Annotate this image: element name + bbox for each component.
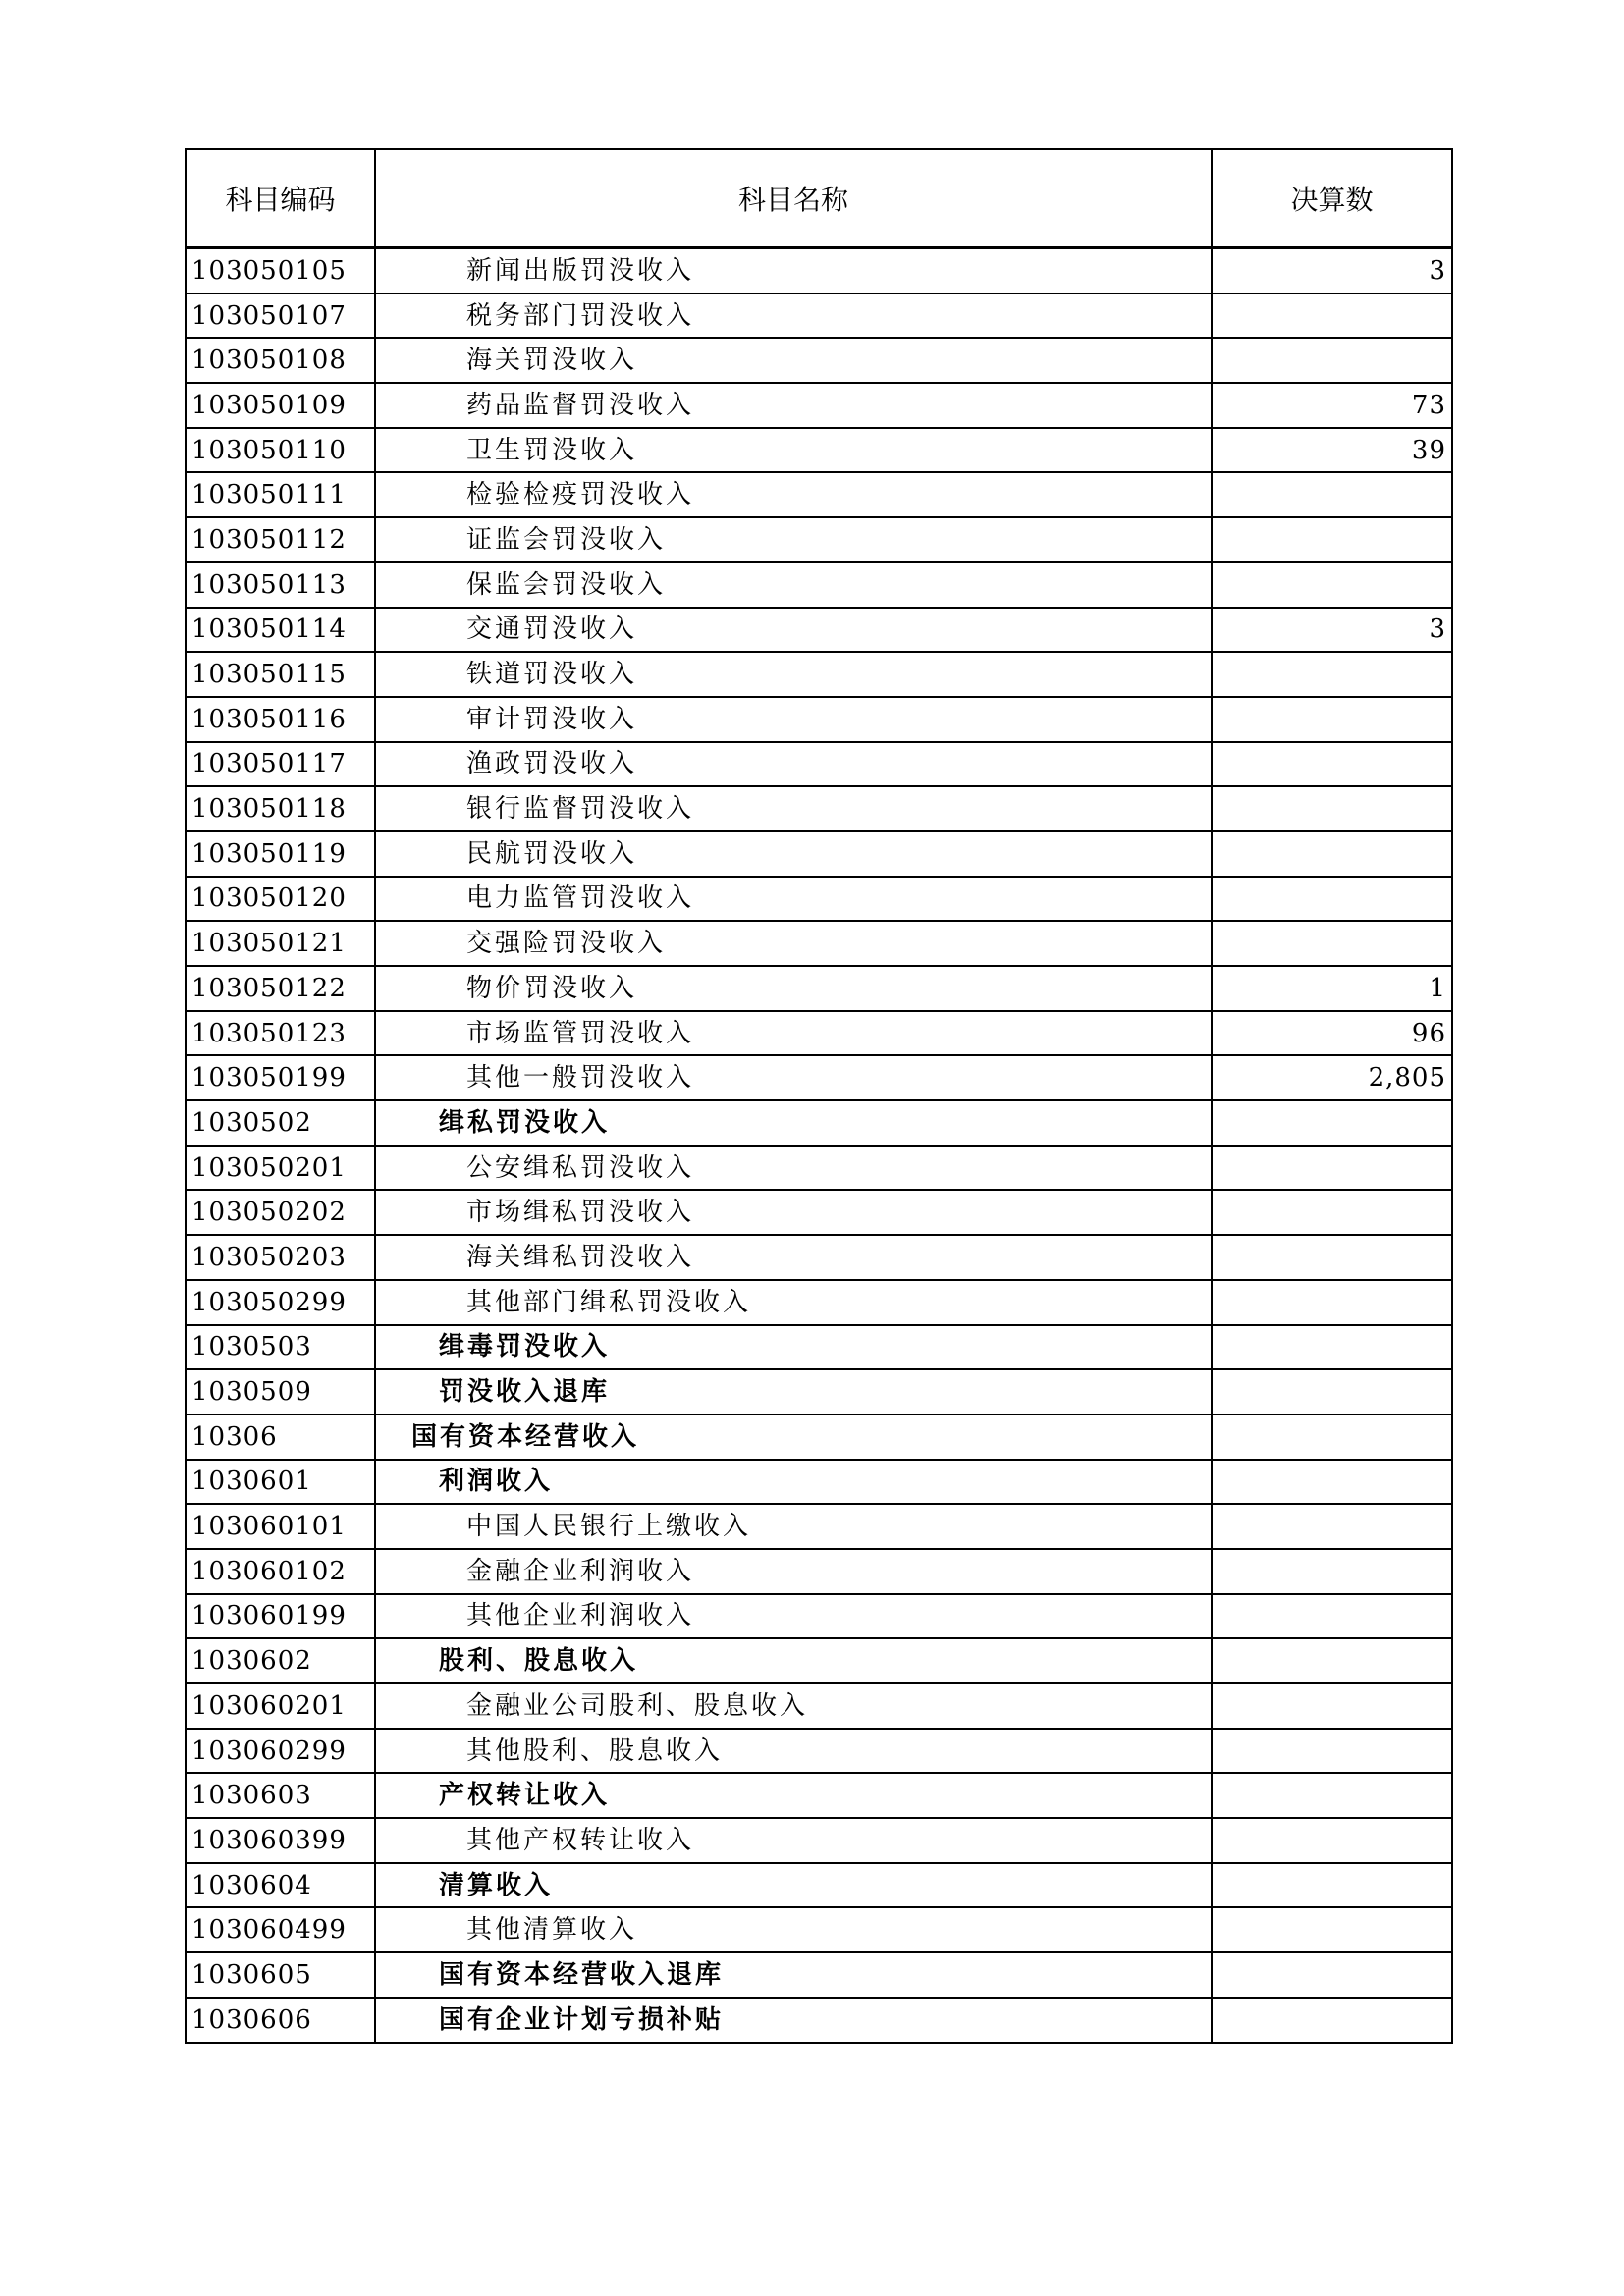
table-row (186, 248, 1452, 294)
row-name: 中国人民银行上缴收入 (375, 1504, 1212, 1549)
row-amount: 39 (1212, 428, 1452, 473)
row-name: 海关缉私罚没收入 (375, 1235, 1212, 1280)
row-amount (1212, 1280, 1452, 1325)
row-amount (1212, 1907, 1452, 1952)
row-amount (1212, 1415, 1452, 1460)
table-row (186, 742, 1452, 787)
header-row (186, 149, 1452, 248)
table-row (186, 1280, 1452, 1325)
header-name: 科目名称 (375, 149, 1212, 248)
row-name: 其他企业利润收入 (375, 1594, 1212, 1639)
row-code: 103050115 (186, 652, 375, 697)
table-row (186, 1594, 1452, 1639)
row-code: 1030503 (186, 1325, 375, 1370)
row-name: 药品监督罚没收入 (375, 383, 1212, 428)
row-name: 物价罚没收入 (375, 966, 1212, 1011)
table-row (186, 1863, 1452, 1908)
row-amount (1212, 1863, 1452, 1908)
table-row (186, 1235, 1452, 1280)
row-name: 交强险罚没收入 (375, 921, 1212, 966)
row-code: 103050113 (186, 562, 375, 608)
row-code: 1030509 (186, 1369, 375, 1415)
row-amount (1212, 742, 1452, 787)
row-amount (1212, 877, 1452, 922)
row-amount (1212, 1460, 1452, 1505)
row-name: 金融企业利润收入 (375, 1549, 1212, 1594)
table-row (186, 1055, 1452, 1100)
row-amount (1212, 472, 1452, 517)
row-code: 103050112 (186, 517, 375, 562)
table-row (186, 1998, 1452, 2043)
row-amount (1212, 786, 1452, 831)
row-code: 103050105 (186, 248, 375, 294)
row-name: 其他一般罚没收入 (375, 1055, 1212, 1100)
table-body (186, 248, 1452, 2043)
table-row (186, 428, 1452, 473)
row-name: 利润收入 (375, 1460, 1212, 1505)
row-code: 1030606 (186, 1998, 375, 2043)
table-row (186, 1146, 1452, 1191)
header-code: 科目编码 (186, 149, 375, 248)
table-row (186, 966, 1452, 1011)
row-name: 其他股利、股息收入 (375, 1729, 1212, 1774)
row-name: 海关罚没收入 (375, 338, 1212, 383)
row-code: 103060102 (186, 1549, 375, 1594)
row-name: 新闻出版罚没收入 (375, 248, 1212, 294)
row-amount: 96 (1212, 1011, 1452, 1056)
table-row (186, 1369, 1452, 1415)
row-code: 1030601 (186, 1460, 375, 1505)
row-name: 保监会罚没收入 (375, 562, 1212, 608)
table-row (186, 921, 1452, 966)
row-amount (1212, 1952, 1452, 1998)
row-name: 国有资本经营收入 (375, 1415, 1212, 1460)
table-row (186, 1325, 1452, 1370)
row-code: 103050299 (186, 1280, 375, 1325)
row-code: 103060199 (186, 1594, 375, 1639)
header-amount: 决算数 (1212, 149, 1452, 248)
row-code: 103050107 (186, 294, 375, 339)
row-amount (1212, 697, 1452, 742)
row-amount (1212, 1818, 1452, 1863)
budget-table (185, 148, 1453, 2044)
row-code: 103050120 (186, 877, 375, 922)
row-name: 审计罚没收入 (375, 697, 1212, 742)
row-code: 103050116 (186, 697, 375, 742)
row-name: 缉私罚没收入 (375, 1100, 1212, 1146)
table-header (186, 149, 1452, 248)
row-code: 103050199 (186, 1055, 375, 1100)
row-amount (1212, 921, 1452, 966)
table-row (186, 1549, 1452, 1594)
table-row (186, 338, 1452, 383)
row-code: 10306 (186, 1415, 375, 1460)
row-code: 103050114 (186, 608, 375, 653)
table-row (186, 877, 1452, 922)
row-name: 国有资本经营收入退库 (375, 1952, 1212, 1998)
row-code: 103050202 (186, 1190, 375, 1235)
row-amount (1212, 1638, 1452, 1683)
row-code: 103050122 (186, 966, 375, 1011)
row-amount: 1 (1212, 966, 1452, 1011)
row-name: 金融业公司股利、股息收入 (375, 1683, 1212, 1729)
table-row (186, 1773, 1452, 1818)
row-code: 103050201 (186, 1146, 375, 1191)
row-name: 交通罚没收入 (375, 608, 1212, 653)
table-row (186, 294, 1452, 339)
table-row (186, 517, 1452, 562)
row-amount (1212, 338, 1452, 383)
row-name: 银行监督罚没收入 (375, 786, 1212, 831)
table-row (186, 1638, 1452, 1683)
table-row (186, 1011, 1452, 1056)
table-row (186, 1907, 1452, 1952)
row-name: 股利、股息收入 (375, 1638, 1212, 1683)
row-amount (1212, 1190, 1452, 1235)
row-code: 103060299 (186, 1729, 375, 1774)
row-name: 渔政罚没收入 (375, 742, 1212, 787)
table-row (186, 652, 1452, 697)
row-name: 铁道罚没收入 (375, 652, 1212, 697)
row-amount (1212, 1146, 1452, 1191)
table-row (186, 1504, 1452, 1549)
row-name: 其他产权转让收入 (375, 1818, 1212, 1863)
row-code: 1030605 (186, 1952, 375, 1998)
table-row (186, 1818, 1452, 1863)
row-code: 103060201 (186, 1683, 375, 1729)
row-amount: 73 (1212, 383, 1452, 428)
row-code: 103050117 (186, 742, 375, 787)
row-code: 1030604 (186, 1863, 375, 1908)
row-code: 103050110 (186, 428, 375, 473)
table-row (186, 472, 1452, 517)
row-code: 103050118 (186, 786, 375, 831)
row-name: 其他部门缉私罚没收入 (375, 1280, 1212, 1325)
table-row (186, 831, 1452, 877)
row-amount: 3 (1212, 608, 1452, 653)
row-amount (1212, 1594, 1452, 1639)
row-amount (1212, 1369, 1452, 1415)
row-code: 103050203 (186, 1235, 375, 1280)
row-amount (1212, 1235, 1452, 1280)
row-name: 市场缉私罚没收入 (375, 1190, 1212, 1235)
table-row (186, 1683, 1452, 1729)
row-name: 清算收入 (375, 1863, 1212, 1908)
row-amount: 2,805 (1212, 1055, 1452, 1100)
table-row (186, 786, 1452, 831)
row-code: 1030603 (186, 1773, 375, 1818)
row-amount (1212, 1998, 1452, 2043)
row-amount: 3 (1212, 248, 1452, 294)
row-code: 103050108 (186, 338, 375, 383)
row-name: 国有企业计划亏损补贴 (375, 1998, 1212, 2043)
row-amount (1212, 1773, 1452, 1818)
row-amount (1212, 1100, 1452, 1146)
table-row (186, 383, 1452, 428)
table-row (186, 562, 1452, 608)
table-row (186, 1460, 1452, 1505)
table-row (186, 1952, 1452, 1998)
row-name: 公安缉私罚没收入 (375, 1146, 1212, 1191)
row-name: 卫生罚没收入 (375, 428, 1212, 473)
row-amount (1212, 1325, 1452, 1370)
row-code: 103050119 (186, 831, 375, 877)
row-amount (1212, 294, 1452, 339)
row-name: 产权转让收入 (375, 1773, 1212, 1818)
row-name: 其他清算收入 (375, 1907, 1212, 1952)
row-amount (1212, 1729, 1452, 1774)
row-name: 检验检疫罚没收入 (375, 472, 1212, 517)
row-amount (1212, 1549, 1452, 1594)
row-amount (1212, 652, 1452, 697)
row-name: 罚没收入退库 (375, 1369, 1212, 1415)
row-name: 缉毒罚没收入 (375, 1325, 1212, 1370)
row-name: 民航罚没收入 (375, 831, 1212, 877)
row-amount (1212, 1504, 1452, 1549)
row-name: 电力监管罚没收入 (375, 877, 1212, 922)
row-name: 市场监管罚没收入 (375, 1011, 1212, 1056)
table-row (186, 1100, 1452, 1146)
row-code: 1030602 (186, 1638, 375, 1683)
row-code: 103060399 (186, 1818, 375, 1863)
table-row (186, 1415, 1452, 1460)
row-amount (1212, 517, 1452, 562)
row-code: 1030502 (186, 1100, 375, 1146)
row-amount (1212, 562, 1452, 608)
table-row (186, 608, 1452, 653)
table-row (186, 1190, 1452, 1235)
row-amount (1212, 1683, 1452, 1729)
row-code: 103050121 (186, 921, 375, 966)
table-row (186, 697, 1452, 742)
row-code: 103050111 (186, 472, 375, 517)
row-code: 103050109 (186, 383, 375, 428)
row-name: 税务部门罚没收入 (375, 294, 1212, 339)
row-code: 103060101 (186, 1504, 375, 1549)
row-code: 103060499 (186, 1907, 375, 1952)
table-row (186, 1729, 1452, 1774)
row-code: 103050123 (186, 1011, 375, 1056)
row-name: 证监会罚没收入 (375, 517, 1212, 562)
row-amount (1212, 831, 1452, 877)
